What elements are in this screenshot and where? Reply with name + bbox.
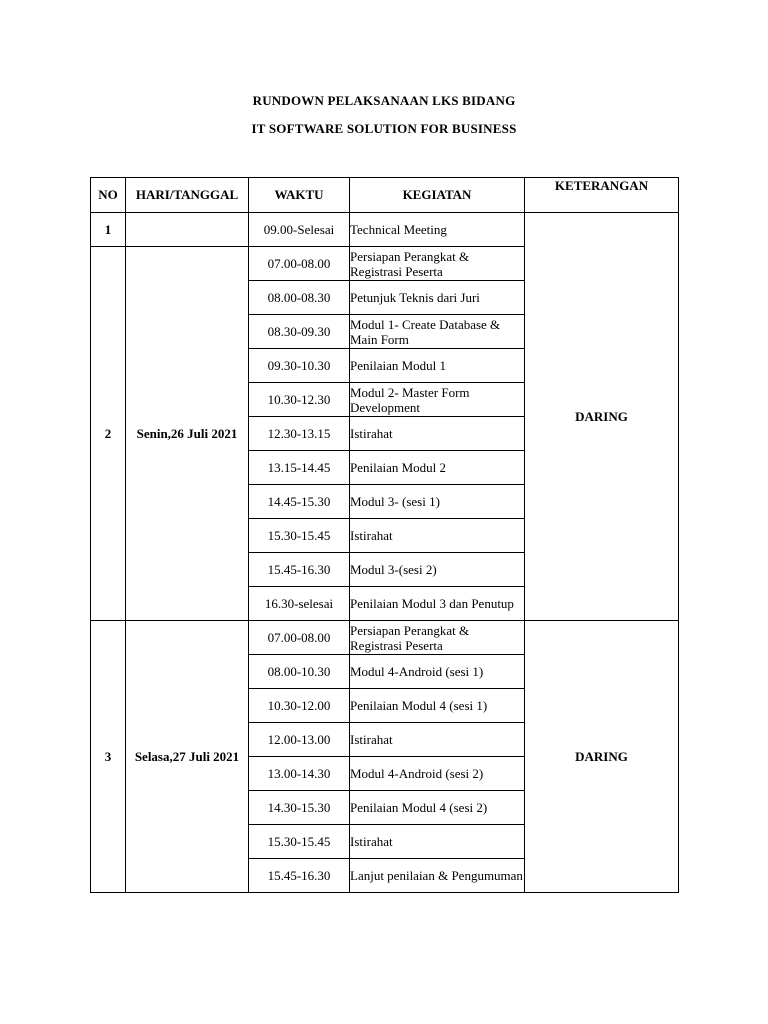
cell-no: 1 — [91, 213, 126, 247]
cell-waktu: 10.30-12.00 — [249, 689, 350, 723]
cell-waktu: 15.30-15.45 — [249, 825, 350, 859]
table-body — [91, 213, 679, 893]
cell-waktu: 13.00-14.30 — [249, 757, 350, 791]
table-header-row — [91, 178, 679, 213]
document-title: RUNDOWN PELAKSANAAN LKS BIDANG — [252, 93, 516, 108]
cell-no: 3 — [91, 621, 126, 893]
document-subtitle: IT SOFTWARE SOLUTION FOR BUSINESS — [251, 121, 517, 136]
cell-keterangan: DARING — [525, 621, 679, 893]
table-row — [91, 213, 679, 247]
header-no: NO — [91, 178, 126, 213]
cell-kegiatan: Technical Meeting — [350, 213, 525, 247]
cell-kegiatan: Modul 4-Android (sesi 2) — [350, 757, 525, 791]
cell-waktu: 10.30-12.30 — [249, 383, 350, 417]
cell-waktu: 09.30-10.30 — [249, 349, 350, 383]
cell-waktu: 16.30-selesai — [249, 587, 350, 621]
header-waktu: WAKTU — [249, 178, 350, 213]
header-kegiatan: KEGIATAN — [350, 178, 525, 213]
cell-kegiatan: Istirahat — [350, 825, 525, 859]
table-row — [91, 621, 679, 655]
cell-kegiatan: Istirahat — [350, 417, 525, 451]
cell-kegiatan: Penilaian Modul 4 (sesi 2) — [350, 791, 525, 825]
cell-waktu: 12.00-13.00 — [249, 723, 350, 757]
cell-waktu: 12.30-13.15 — [249, 417, 350, 451]
cell-waktu: 14.30-15.30 — [249, 791, 350, 825]
cell-kegiatan: Persiapan Perangkat & Registrasi Peserta — [350, 621, 525, 655]
cell-hari-tanggal: Selasa,27 Juli 2021 — [126, 621, 249, 893]
cell-waktu: 13.15-14.45 — [249, 451, 350, 485]
cell-kegiatan: Modul 3- (sesi 1) — [350, 485, 525, 519]
cell-kegiatan: Lanjut penilaian & Pengumuman — [350, 859, 525, 893]
cell-keterangan: DARING — [525, 213, 679, 621]
cell-kegiatan: Penilaian Modul 2 — [350, 451, 525, 485]
header-hari-tanggal: HARI/TANGGAL — [126, 178, 249, 213]
cell-kegiatan: Modul 1- Create Database & Main Form — [350, 315, 525, 349]
cell-kegiatan: Istirahat — [350, 723, 525, 757]
cell-kegiatan: Penilaian Modul 4 (sesi 1) — [350, 689, 525, 723]
document-header — [0, 91, 768, 139]
cell-kegiatan: Modul 3-(sesi 2) — [350, 553, 525, 587]
cell-kegiatan: Persiapan Perangkat & Registrasi Peserta — [350, 247, 525, 281]
cell-kegiatan: Modul 2- Master Form Development — [350, 383, 525, 417]
cell-waktu: 09.00-Selesai — [249, 213, 350, 247]
header-keterangan: KETERANGAN — [525, 178, 679, 213]
cell-hari-tanggal: Senin,26 Juli 2021 — [126, 247, 249, 621]
cell-waktu: 08.00-08.30 — [249, 281, 350, 315]
cell-waktu: 07.00-08.00 — [249, 247, 350, 281]
cell-waktu: 15.45-16.30 — [249, 553, 350, 587]
cell-waktu: 15.30-15.45 — [249, 519, 350, 553]
cell-no: 2 — [91, 247, 126, 621]
cell-hari-tanggal — [126, 213, 249, 247]
cell-waktu: 07.00-08.00 — [249, 621, 350, 655]
rundown-table — [90, 177, 679, 893]
cell-kegiatan: Modul 4-Android (sesi 1) — [350, 655, 525, 689]
cell-waktu: 15.45-16.30 — [249, 859, 350, 893]
cell-waktu: 08.00-10.30 — [249, 655, 350, 689]
cell-waktu: 08.30-09.30 — [249, 315, 350, 349]
cell-kegiatan: Penilaian Modul 3 dan Penutup — [350, 587, 525, 621]
cell-kegiatan: Penilaian Modul 1 — [350, 349, 525, 383]
cell-waktu: 14.45-15.30 — [249, 485, 350, 519]
cell-kegiatan: Petunjuk Teknis dari Juri — [350, 281, 525, 315]
cell-kegiatan: Istirahat — [350, 519, 525, 553]
